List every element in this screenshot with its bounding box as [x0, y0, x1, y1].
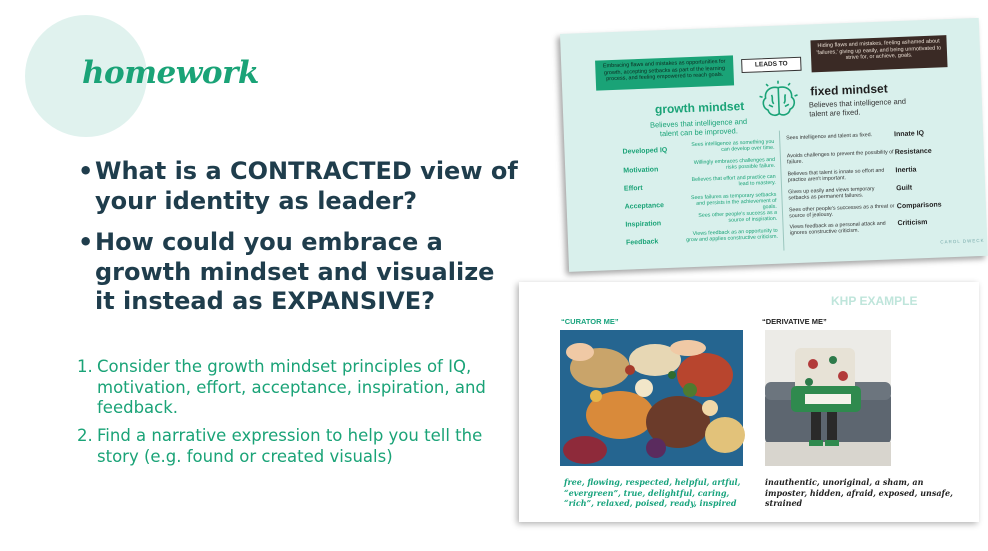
fixed-row-text: Views feedback as a personal attack and ignores constructive criticism.	[789, 220, 886, 237]
step-number: 2.	[77, 426, 93, 445]
fixed-mindset-subtitle: Believes that intelligence and talent are fixed.	[808, 96, 907, 119]
food-spread-photo	[560, 330, 743, 466]
mindset-infographic	[560, 18, 988, 272]
growth-mindset-heading: growth mindset	[654, 98, 745, 117]
derivative-me-label: “DERIVATIVE ME”	[762, 317, 827, 326]
step-text: Find a narrative expression to help you tell the story (e.g. found or created visuals)	[97, 426, 483, 466]
fixed-row-text: Gives up easily and views temporary setbacks as permanent failures.	[788, 186, 875, 202]
curator-me-label: “CURATOR ME”	[561, 317, 619, 326]
fixed-row-label: Inertia	[895, 166, 917, 175]
author-credit: CAROL DWECK	[940, 237, 985, 245]
hiding-person-photo	[765, 330, 891, 466]
bullet-question-1	[78, 157, 518, 216]
fixed-row-label: Criticism	[897, 219, 928, 228]
fixed-row-label: Comparisons	[896, 201, 942, 211]
bullet-question-2	[78, 228, 518, 317]
growth-row-text: Believes that effort and practice can lead to mastery.	[691, 173, 776, 188]
growth-row-text: Willingly embraces challenges and risks possible failure.	[693, 156, 776, 171]
fixed-row-text: Sees intelligence and talent as fixed.	[786, 132, 873, 142]
bullet-text: How could you embrace a growth mindset and visualize it instead as EXPANSIVE?	[95, 228, 495, 315]
growth-row-text: Views feedback as an opportunity to grow and applies constructive criticism.	[686, 227, 779, 244]
growth-row-label: Inspiration	[625, 220, 662, 229]
brain-icon	[754, 77, 804, 127]
growth-row-label: Feedback	[625, 238, 659, 247]
leads-to-label: LEADS TO	[741, 57, 801, 73]
growth-row-label: Developed IQ	[622, 146, 668, 156]
fixed-outcome-box: Hiding flaws and mistakes, feeling ashamed about 'failures,' giving up easily, and being unmotivated to strive for, or achieve, goals.	[810, 35, 947, 72]
growth-row-text: Sees other people's success as a source of inspiration.	[698, 209, 778, 224]
fixed-row-text: Sees other people's successes as a threat or source of jealousy.	[788, 203, 895, 220]
fixed-row-text: Avoids challenges to prevent the possibility of failure.	[786, 149, 894, 166]
fixed-mindset-heading: fixed mindset	[810, 81, 888, 99]
step-text: Consider the growth mindset principles of IQ, motivation, effort, acceptance, inspiration, and feedback.	[97, 357, 486, 417]
column-divider	[779, 131, 785, 251]
growth-outcome-box: Embracing flaws and mistakes as opportunities for growth, accepting setbacks as part of the learning process, and feeling empowered to reach goals.	[595, 55, 734, 90]
step-number: 1.	[77, 357, 93, 376]
fixed-row-label: Innate IQ	[893, 130, 925, 139]
bullet-text: What is a CONTRACTED view of your identity as leader?	[95, 157, 518, 215]
growth-row-text: Sees failures as temporary setbacks and persists in the achievement of goals.	[690, 191, 777, 211]
fixed-row-label: Resistance	[894, 147, 932, 157]
curator-words: free, flowing, respected, helpful, artful, “evergreen”, true, delightful, caring, “rich”, relaxed, poised, ready, inspired	[564, 477, 741, 508]
fixed-row-label: Guilt	[896, 184, 913, 193]
growth-row-text: Sees intelligence as something you can develop over time.	[691, 138, 775, 153]
khp-example-title: KHP EXAMPLE	[831, 294, 918, 308]
khp-example-card	[519, 282, 979, 522]
growth-row-label: Motivation	[623, 166, 659, 175]
bullet-dot: •	[78, 228, 94, 256]
step-1	[77, 357, 517, 419]
bullet-dot: •	[78, 157, 94, 185]
derivative-words: inauthentic, unoriginal, a sham, an imposter, hidden, afraid, exposed, unsafe, strained	[765, 477, 953, 508]
growth-mindset-subtitle: Believes that intelligence and talent can be improved.	[649, 116, 748, 139]
page-title: homework	[82, 55, 259, 91]
growth-row-label: Acceptance	[624, 202, 665, 211]
fixed-row-text: Believes that talent is innate so effort and practice aren't important.	[787, 167, 885, 184]
step-2	[77, 426, 517, 467]
growth-row-label: Effort	[623, 184, 643, 193]
